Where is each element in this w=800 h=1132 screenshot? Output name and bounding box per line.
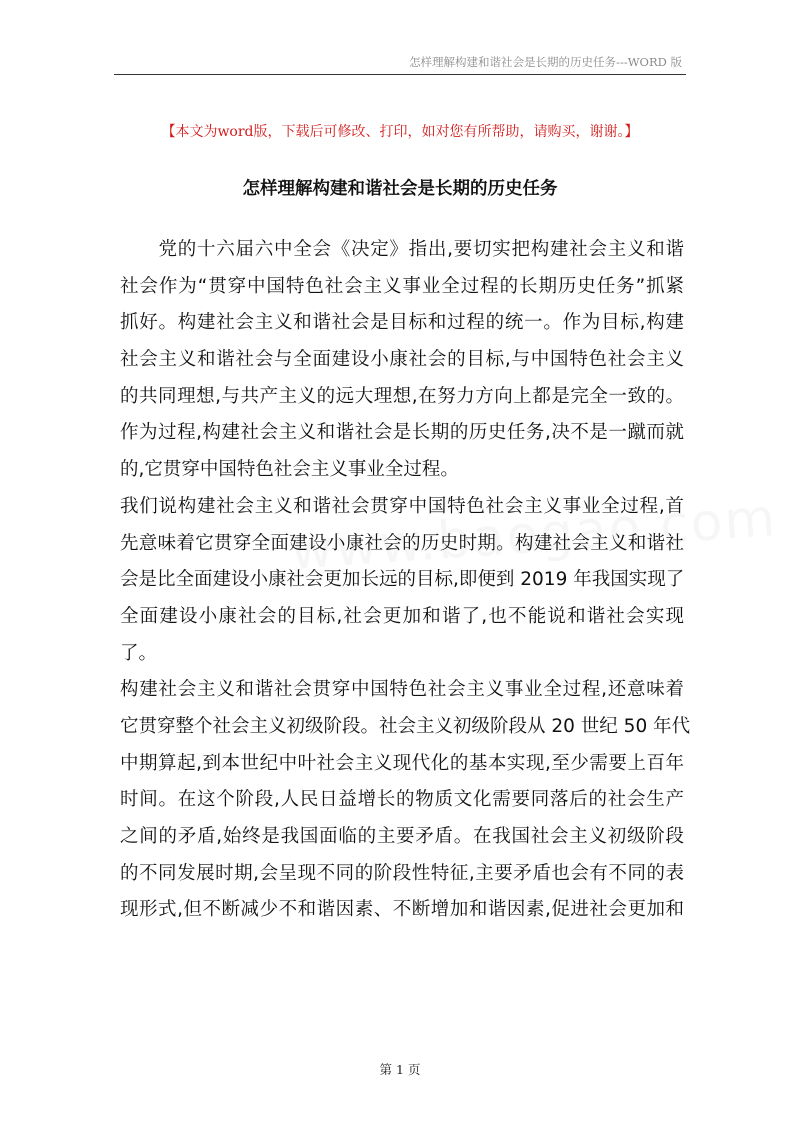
body-line: 之间的矛盾,始终是我国面临的主要矛盾。在我国社会主义初级阶段 — [120, 826, 684, 847]
page-number: 第 1 页 — [379, 1062, 421, 1077]
header-divider — [114, 74, 686, 75]
document-title: 怎样理解构建和谐社会是长期的历史任务 — [242, 179, 558, 199]
body-line: 了。 — [120, 642, 158, 664]
body-line: 社会作为“贯穿中国特色社会主义事业全过程的长期历史任务”抓紧 — [120, 275, 684, 297]
body-line: 先意味着它贯穿全面建设小康社会的历史时期。构建社会主义和谐社 — [120, 532, 684, 554]
body-line: 现形式,但不断减少不和谐因素、不断增加和谐因素,促进社会更加和 — [120, 899, 684, 921]
body-line: 我们说构建社会主义和谐社会贯穿中国特色社会主义事业全过程,首 — [120, 495, 684, 517]
download-notice: 【本文为word版，下载后可修改、打印，如对您有所帮助，请购买，谢谢。】 — [161, 124, 639, 140]
body-line: 时间。在这个阶段,人民日益增长的物质文化需要同落后的社会生产 — [120, 789, 684, 811]
body-line: 党的十六届六中全会《决定》指出,要切实把构建社会主义和谐 — [120, 239, 684, 260]
body-line: 的共同理想,与共产主义的远大理想,在努力方向上都是完全一致的。 — [120, 385, 684, 407]
running-header: 怎样理解构建和谐社会是长期的历史任务---WORD 版 — [409, 55, 682, 69]
body-line: 会是比全面建设小康社会更加长远的目标,即便到 2019 年我国实现了 — [120, 569, 685, 591]
body-line: 作为过程,构建社会主义和谐社会是长期的历史任务,决不是一蹴而就 — [120, 422, 684, 444]
body-line: 的不同发展时期,会呈现不同的阶段性特征,主要矛盾也会有不同的表 — [120, 862, 684, 884]
body-line: 全面建设小康社会的目标,社会更加和谐了,也不能说和谐社会实现 — [120, 605, 684, 627]
body-line: 中期算起,到本世纪中叶社会主义现代化的基本实现,至少需要上百年 — [120, 752, 684, 774]
body-line: 社会主义和谐社会与全面建设小康社会的目标,与中国特色社会主义 — [120, 349, 684, 371]
document-body — [120, 232, 691, 929]
body-line: 构建社会主义和谐社会贯穿中国特色社会主义事业全过程,还意味着 — [120, 679, 684, 701]
body-line: 它贯穿整个社会主义初级阶段。社会主义初级阶段从 20 世纪 50 年代 — [120, 715, 691, 737]
body-line: 的,它贯穿中国特色社会主义事业全过程。 — [120, 459, 459, 481]
body-line: 抓好。构建社会主义和谐社会是目标和过程的统一。作为目标,构建 — [120, 312, 684, 334]
